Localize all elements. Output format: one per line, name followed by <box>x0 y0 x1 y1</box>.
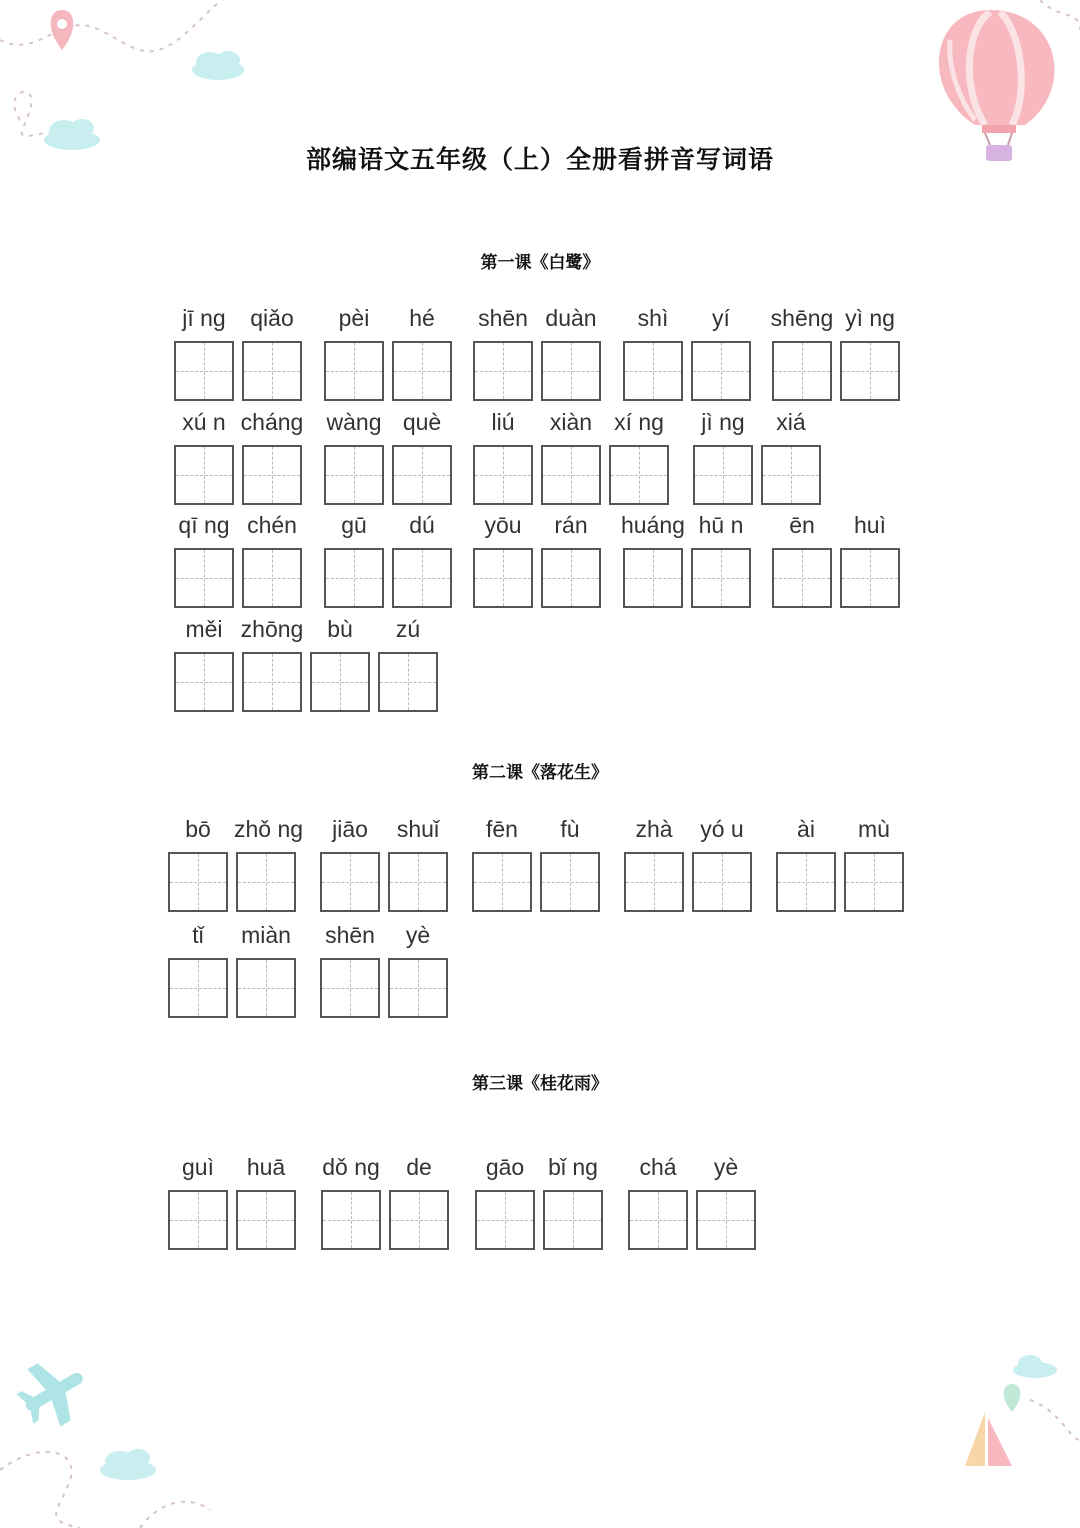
word-group <box>174 512 310 612</box>
writing-box[interactable] <box>174 341 234 401</box>
writing-box[interactable] <box>541 548 601 608</box>
writing-box[interactable] <box>242 548 302 608</box>
pinyin-label: yí <box>712 305 730 331</box>
pinyin-label: xí ng <box>614 409 664 435</box>
word-group <box>772 305 908 405</box>
writing-box[interactable] <box>840 341 900 401</box>
pinyin-label: guì <box>182 1154 214 1180</box>
page-title: 部编语文五年级（上）全册看拼音写词语 <box>305 145 774 174</box>
writing-box[interactable] <box>623 548 683 608</box>
writing-box[interactable] <box>320 852 380 912</box>
writing-box[interactable] <box>324 341 384 401</box>
writing-box[interactable] <box>320 958 380 1018</box>
word-group <box>168 1154 304 1254</box>
pinyin-label: duàn <box>545 305 597 331</box>
pinyin-label: qiǎo <box>250 305 294 331</box>
writing-box[interactable] <box>541 445 601 505</box>
pinyin-label: ēn <box>789 512 815 538</box>
word-group <box>321 1154 457 1254</box>
writing-box[interactable] <box>388 852 448 912</box>
pinyin-label: zhōng <box>240 616 304 642</box>
pinyin-label: bō <box>185 816 211 842</box>
writing-box[interactable] <box>761 445 821 505</box>
map-pin-icon <box>51 10 74 50</box>
word-group <box>472 816 608 916</box>
writing-box[interactable] <box>388 958 448 1018</box>
pinyin-label: shì <box>637 305 669 331</box>
pinyin-label: shēn <box>325 922 375 948</box>
writing-box[interactable] <box>236 1190 296 1250</box>
writing-box[interactable] <box>168 852 228 912</box>
dotted-path-decoration <box>1030 1400 1080 1440</box>
writing-box[interactable] <box>389 1190 449 1250</box>
pinyin-label: mù <box>858 816 890 842</box>
pinyin-label: zhǒ ng <box>234 816 304 842</box>
pinyin-label: jì ng <box>701 409 745 435</box>
word-group <box>475 1154 611 1254</box>
word-group <box>320 922 456 1022</box>
writing-box[interactable] <box>844 852 904 912</box>
pinyin-label: shēng <box>770 305 834 331</box>
writing-box[interactable] <box>628 1190 688 1250</box>
writing-box[interactable] <box>473 341 533 401</box>
cloud-icon <box>192 51 244 80</box>
word-group <box>776 816 912 916</box>
writing-box[interactable] <box>475 1190 535 1250</box>
writing-box[interactable] <box>378 652 438 712</box>
pinyin-label: shēn <box>478 305 528 331</box>
pinyin-label: yè <box>405 922 431 948</box>
lesson-heading: 第二课《落花生》 <box>472 763 608 783</box>
pinyin-label: qī ng <box>178 512 230 538</box>
writing-box[interactable] <box>772 548 832 608</box>
pinyin-label: xú n <box>182 409 226 435</box>
word-group <box>174 409 310 509</box>
pinyin-label: hū n <box>698 512 744 538</box>
writing-box[interactable] <box>624 852 684 912</box>
pinyin-label: yè <box>713 1154 739 1180</box>
writing-box[interactable] <box>693 445 753 505</box>
word-group <box>174 305 310 405</box>
sailboat-icon <box>965 1412 1012 1466</box>
writing-box[interactable] <box>696 1190 756 1250</box>
writing-box[interactable] <box>310 652 370 712</box>
writing-box[interactable] <box>692 852 752 912</box>
writing-box[interactable] <box>174 548 234 608</box>
pinyin-label: cháng <box>240 409 304 435</box>
writing-box[interactable] <box>473 445 533 505</box>
writing-box[interactable] <box>242 652 302 712</box>
pinyin-label: chá <box>639 1154 677 1180</box>
pinyin-label: xiá <box>776 409 806 435</box>
pinyin-label: ài <box>797 816 815 842</box>
cloud-icon <box>100 1449 156 1480</box>
word-group <box>473 409 677 509</box>
cloud-icon <box>1013 1355 1057 1378</box>
dotted-path-decoration <box>14 92 60 136</box>
word-group <box>623 305 759 405</box>
pinyin-label: yó u <box>700 816 744 842</box>
writing-box[interactable] <box>772 341 832 401</box>
writing-box[interactable] <box>236 852 296 912</box>
lesson-heading: 第三课《桂花雨》 <box>472 1074 608 1094</box>
pinyin-label: yōu <box>484 512 522 538</box>
word-group <box>628 1154 764 1254</box>
word-group <box>772 512 908 612</box>
writing-box[interactable] <box>473 548 533 608</box>
pinyin-label: zú <box>395 616 421 642</box>
writing-box[interactable] <box>242 341 302 401</box>
pinyin-label: jī ng <box>182 305 226 331</box>
pinyin-label: měi <box>185 616 223 642</box>
pinyin-label: liú <box>491 409 515 435</box>
writing-box[interactable] <box>168 958 228 1018</box>
hot-air-balloon-icon <box>939 10 1055 161</box>
word-group <box>174 616 446 716</box>
word-group <box>693 409 829 509</box>
pinyin-label: hé <box>409 305 435 331</box>
pinyin-label: huáng <box>621 512 685 538</box>
word-group <box>624 816 760 916</box>
writing-box[interactable] <box>236 958 296 1018</box>
pinyin-label: tǐ <box>192 922 204 948</box>
pinyin-label: zhà <box>635 816 673 842</box>
writing-box[interactable] <box>242 445 302 505</box>
word-group <box>320 816 456 916</box>
writing-box[interactable] <box>623 341 683 401</box>
writing-box[interactable] <box>392 445 452 505</box>
word-group <box>168 816 304 916</box>
word-group <box>168 922 304 1022</box>
writing-box[interactable] <box>174 652 234 712</box>
word-group <box>623 512 759 612</box>
pinyin-label: jiāo <box>332 816 368 842</box>
pinyin-label: huì <box>854 512 886 538</box>
pinyin-label: shuǐ <box>396 816 440 842</box>
word-group <box>473 512 609 612</box>
writing-box[interactable] <box>324 548 384 608</box>
pinyin-label: gāo <box>485 1154 525 1180</box>
lesson-heading: 第一课《白鹭》 <box>480 253 600 273</box>
pinyin-label: de <box>406 1154 432 1180</box>
writing-box[interactable] <box>691 548 751 608</box>
writing-box[interactable] <box>472 852 532 912</box>
pinyin-label: pèi <box>338 305 370 331</box>
pinyin-label: bǐ ng <box>548 1154 598 1180</box>
writing-box[interactable] <box>691 341 751 401</box>
writing-box[interactable] <box>174 445 234 505</box>
word-group <box>473 305 609 405</box>
word-group <box>324 305 460 405</box>
writing-box[interactable] <box>543 1190 603 1250</box>
pinyin-label: rán <box>554 512 588 538</box>
dotted-path-decoration <box>140 1502 210 1528</box>
pinyin-label: miàn <box>241 922 291 948</box>
writing-box[interactable] <box>392 341 452 401</box>
pinyin-label: chén <box>247 512 297 538</box>
airplane-icon <box>8 1347 98 1437</box>
pinyin-label: gū <box>341 512 367 538</box>
writing-box[interactable] <box>324 445 384 505</box>
dotted-path-decoration <box>1040 0 1080 30</box>
pinyin-label: dǒ ng <box>322 1154 380 1180</box>
word-group <box>324 512 460 612</box>
pinyin-label: wàng <box>326 409 382 435</box>
dotted-path-decoration <box>0 0 250 51</box>
pinyin-label: yì ng <box>845 305 895 331</box>
writing-box[interactable] <box>609 445 669 505</box>
pinyin-label: dú <box>409 512 435 538</box>
word-group <box>324 409 460 509</box>
pinyin-label: bù <box>327 616 353 642</box>
pinyin-label: xiàn <box>549 409 593 435</box>
writing-box[interactable] <box>540 852 600 912</box>
writing-box[interactable] <box>541 341 601 401</box>
pinyin-label: què <box>402 409 442 435</box>
writing-box[interactable] <box>392 548 452 608</box>
pinyin-label: huā <box>246 1154 286 1180</box>
writing-box[interactable] <box>321 1190 381 1250</box>
pinyin-label: fēn <box>486 816 518 842</box>
writing-box[interactable] <box>168 1190 228 1250</box>
dotted-path-decoration <box>0 1452 80 1528</box>
pinyin-label: fù <box>560 816 580 842</box>
writing-box[interactable] <box>840 548 900 608</box>
map-pin-icon <box>1004 1384 1021 1412</box>
writing-box[interactable] <box>776 852 836 912</box>
